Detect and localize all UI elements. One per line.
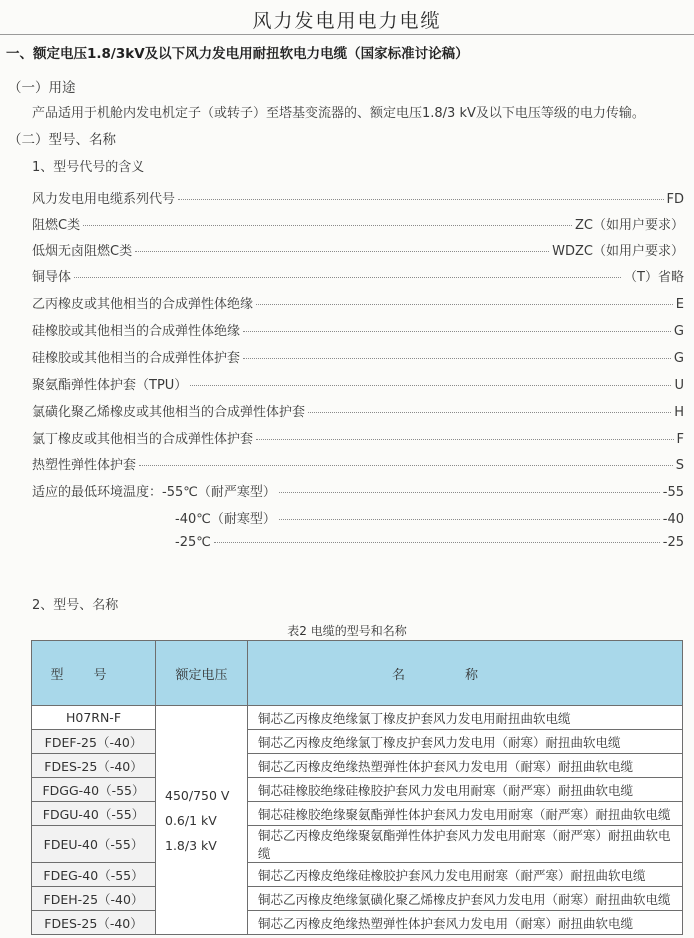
table-row [32,754,683,778]
dot-leader [178,199,663,200]
code-row-code: S [675,458,684,473]
table-row [32,826,683,863]
header-model: 型号 [32,641,156,706]
code-row-code: WDZC（如用户要求） [552,244,684,259]
code-row-code: G [673,324,684,339]
code-row-label: 硅橡胶或其他相当的合成弹性体护套 [32,351,241,366]
item-model-names: 2、型号、名称 [32,598,119,613]
cell-model: FDES-25（-40） [32,754,156,778]
voltage-value: 1.8/3 kV [165,837,217,853]
code-row-code: -55 [662,485,684,500]
subsection-model-name: （二）型号、名称 [8,132,116,148]
code-row [32,401,684,419]
dot-leader [135,251,549,252]
code-row-label: 风力发电用电缆系列代号 [32,192,176,207]
code-row-label: 硅橡胶或其他相当的合成弹性体绝缘 [32,324,241,339]
table-row [32,730,683,754]
cell-model: FDEH-25（-40） [32,887,156,911]
cell-rated-voltage [156,706,248,935]
cell-name: 铜芯乙丙橡皮绝缘热塑弹性体护套风力发电用（耐寒）耐扭曲软电缆 [248,911,683,935]
cable-model-table [31,640,683,935]
usage-paragraph: 产品适用于机舱内发电机定子（或转子）至塔基变流器的、额定电压1.8/3 kV及以下电压等级的电力传输。 [32,106,645,121]
code-row-code: G [673,351,684,366]
code-row-label: -40℃（耐寒型） [175,512,276,527]
voltage-value: 450/750 V [165,787,230,803]
cell-model: FDGU-40（-55） [32,802,156,826]
code-row [32,240,684,258]
header-rated-voltage: 额定电压 [156,641,248,706]
code-row-label: 乙丙橡皮或其他相当的合成弹性体绝缘 [32,297,254,312]
cell-name: 铜芯乙丙橡皮绝缘氯磺化聚乙烯橡皮护套风力发电用（耐寒）耐扭曲软电缆 [248,887,683,911]
code-row [32,214,684,232]
table-row [32,863,683,887]
dot-leader [256,439,674,440]
table-row [32,778,683,802]
cell-model: H07RN-F [32,706,156,730]
title-divider [0,34,694,35]
code-row [175,535,684,553]
dot-leader [74,277,621,278]
table-row [32,706,683,730]
dot-leader [139,465,673,466]
cell-name: 铜芯乙丙橡皮绝缘聚氨酯弹性体护套风力发电用耐寒（耐严寒）耐扭曲软电缆 [248,826,683,863]
code-row-label: 阻燃C类 [32,218,81,233]
cell-model: FDES-25（-40） [32,911,156,935]
code-row-code: -40 [662,512,684,527]
code-row [32,293,684,311]
cell-name: 铜芯乙丙橡皮绝缘热塑弹性体护套风力发电用（耐寒）耐扭曲软电缆 [248,754,683,778]
item-code-meaning: 1、型号代号的含义 [32,160,145,175]
code-row-code: F [676,432,684,447]
code-row-label: 热塑性弹性体护套 [32,458,137,473]
code-row [175,508,684,526]
cell-model: FDEU-40（-55） [32,826,156,863]
code-row [32,266,684,284]
section-heading-1: 一、额定电压1.8/3kV及以下风力发电用耐扭软电力电缆（国家标准讨论稿） [6,46,469,62]
code-row-code: H [674,405,684,420]
code-row-code: ZC（如用户要求） [575,218,684,233]
code-row-label: 铜导体 [32,270,72,285]
code-row [32,481,684,499]
code-row [32,454,684,472]
subsection-usage: （一）用途 [8,80,76,96]
dot-leader [279,492,660,493]
code-row [32,428,684,446]
dot-leader [279,519,660,520]
code-row [32,347,684,365]
dot-leader [83,225,572,226]
code-row-code: E [675,297,684,312]
dot-leader [214,542,660,543]
code-row-label: 氯丁橡皮或其他相当的合成弹性体护套 [32,432,254,447]
code-row [32,374,684,392]
header-name: 名称 [248,641,683,706]
cell-model: FDEF-25（-40） [32,730,156,754]
code-row-code: FD [666,192,684,207]
cell-name: 铜芯乙丙橡皮绝缘硅橡胶护套风力发电用耐寒（耐严寒）耐扭曲软电缆 [248,863,683,887]
cell-name: 铜芯乙丙橡皮绝缘氯丁橡皮护套风力发电用耐扭曲软电缆 [248,706,683,730]
page-title: 风力发电用电力电缆 [252,10,442,32]
dot-leader [190,385,671,386]
code-row-code: （T）省略 [624,270,684,285]
dot-leader [243,358,671,359]
code-row [32,188,684,206]
table-row [32,802,683,826]
code-row-label: 低烟无卤阻燃C类 [32,244,133,259]
code-row-code: -25 [662,535,684,550]
code-row [32,320,684,338]
cell-name: 铜芯乙丙橡皮绝缘氯丁橡皮护套风力发电用（耐寒）耐扭曲软电缆 [248,730,683,754]
code-row-code: U [674,378,684,393]
dot-leader [308,412,671,413]
voltage-value: 0.6/1 kV [165,812,217,828]
code-row-label: 适应的最低环境温度：-55℃（耐严寒型） [32,485,276,500]
cell-model: FDGG-40（-55） [32,778,156,802]
code-row-label: 氯磺化聚乙烯橡皮或其他相当的合成弹性体护套 [32,405,306,420]
cell-name: 铜芯硅橡胶绝缘硅橡胶护套风力发电用耐寒（耐严寒）耐扭曲软电缆 [248,778,683,802]
code-row-label: -25℃ [175,535,211,550]
code-row-label: 聚氨酯弹性体护套（TPU） [32,378,188,393]
table-row [32,887,683,911]
cell-name: 铜芯硅橡胶绝缘聚氨酯弹性体护套风力发电用耐寒（耐严寒）耐扭曲软电缆 [248,802,683,826]
table-row [32,911,683,935]
dot-leader [243,331,671,332]
dot-leader [256,304,673,305]
table-caption: 表2 电缆的型号和名称 [287,624,407,638]
cell-model: FDEG-40（-55） [32,863,156,887]
